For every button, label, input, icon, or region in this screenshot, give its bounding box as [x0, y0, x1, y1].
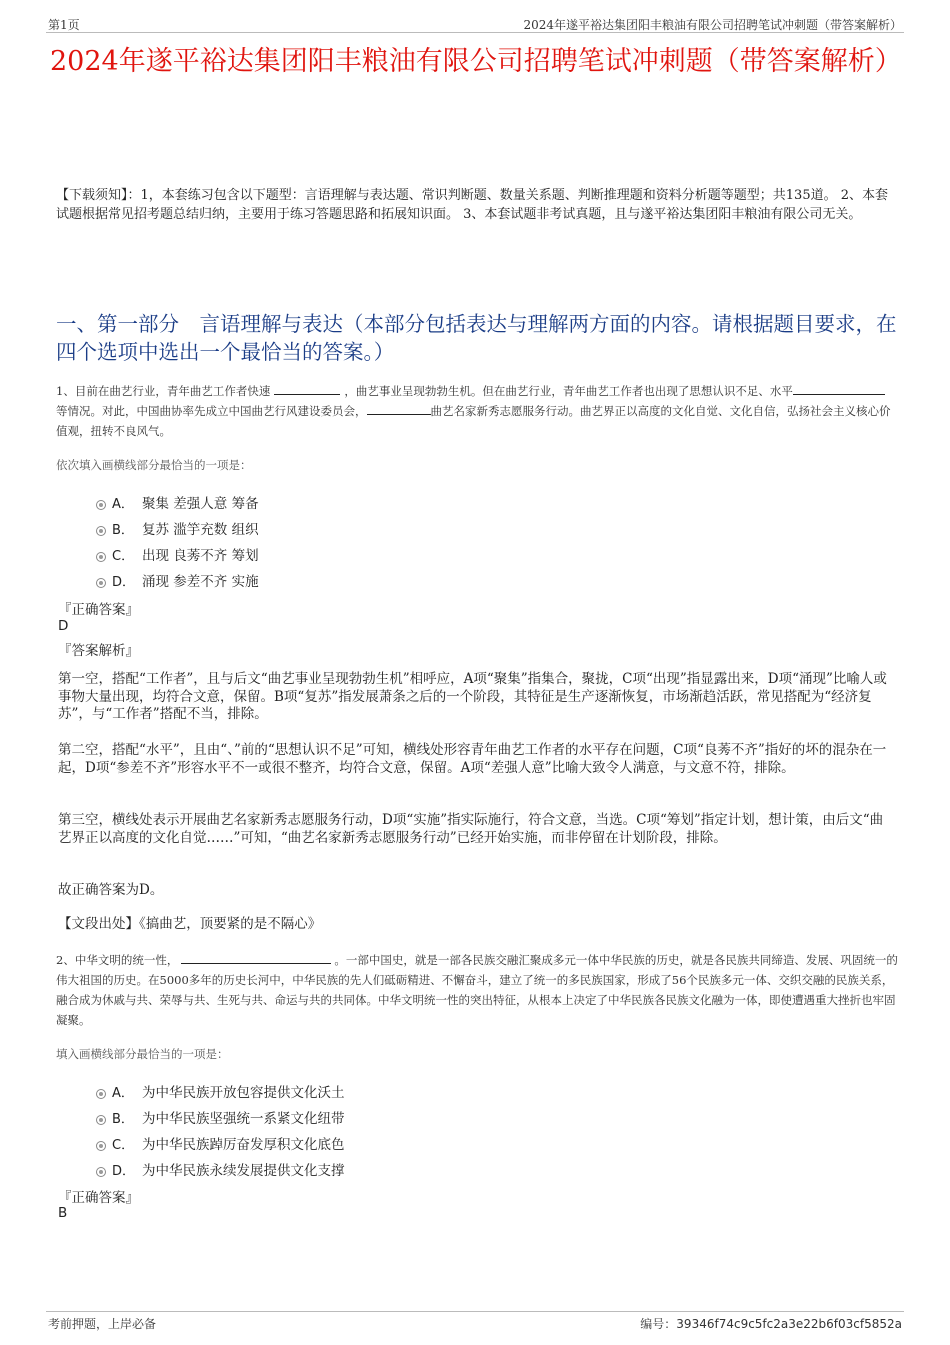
radio-icon[interactable] — [96, 1167, 106, 1177]
radio-icon[interactable] — [96, 500, 106, 510]
blank-1 — [181, 952, 331, 964]
page-number: 第1页 — [48, 18, 80, 32]
question-2-option-b[interactable]: B． 为中华民族坚强统一系紧文化纽带 — [96, 1107, 345, 1127]
radio-icon[interactable] — [96, 1141, 106, 1151]
question-1-prompt: 依次填入画横线部分最恰当的一项是： — [56, 458, 252, 472]
analysis-paragraph-2: 第二空，搭配“水平”，且由“、”前的“思想认识不足”可知，横线处形容青年曲艺工作者的水平存在问题，C项“良莠不齐”指好的坏的混杂在一起，D项“参差不齐”形容水平不一或很不整齐，均符合文意，保留。A项“差强人意”比喻大致令人满意，与文意不符，排除。 — [58, 742, 887, 776]
question-1-option-a[interactable]: A． 聚集 差强人意 筹备 — [96, 492, 259, 512]
page-header — [46, 14, 904, 33]
correct-answer-label: 『正确答案』 — [58, 1190, 139, 1206]
analysis-paragraph-1: 第一空，搭配“工作者”，且与后文“曲艺事业呈现勃勃生机”相呼应，A项“聚集”指集合，聚拢，C项“出现”指显露出来，D项“涌现”比喻人或事物大量出现，均符合文意，保留。B项“复苏”指发展萧条之后的一个阶段，其特征是生产逐渐恢复，市场渐趋活跃，常见搭配为“经济复苏”，与“工作者”搭配不当，排除。 — [58, 671, 887, 722]
source-note: 【文段出处】《搞曲艺，顶要紧的是不隔心》 — [58, 916, 322, 932]
download-notice: 【下载须知】：1，本套练习包含以下题型：言语理解与表达题、常识判断题、数量关系题、判断推理题和资料分析题等题型；共135道。 2、本套试题根据常见招考题总结归纳，主要用于练习答题思路和拓展知识面。 3、本套试题非考试真题，且与遂平裕达集团阳丰粮油有限公司无关。 — [56, 188, 888, 222]
blank-1 — [274, 383, 340, 395]
question-2-prompt: 填入画横线部分最恰当的一项是： — [56, 1047, 229, 1061]
blank-3 — [367, 403, 431, 415]
analysis-conclusion: 故正确答案为D。 — [58, 882, 164, 898]
question-1-option-b[interactable]: B． 复苏 滥竽充数 组织 — [96, 518, 259, 538]
question-2-option-a[interactable]: A． 为中华民族开放包容提供文化沃土 — [96, 1081, 345, 1101]
header-doc-title: 2024年遂平裕达集团阳丰粮油有限公司招聘笔试冲刺题（带答案解析） — [523, 18, 902, 32]
section-heading: 一、第一部分 言语理解与表达（本部分包括表达与理解两方面的内容。请根据题目要求，在四个选项中选出一个最恰当的答案。） — [56, 312, 897, 364]
question-2-option-d[interactable]: D． 为中华民族永续发展提供文化支撑 — [96, 1159, 345, 1179]
footer-slogan: 考前押题，上岸必备 — [48, 1317, 157, 1331]
radio-icon[interactable] — [96, 552, 106, 562]
radio-icon[interactable] — [96, 1115, 106, 1125]
document-title: 2024年遂平裕达集团阳丰粮油有限公司招聘笔试冲刺题（带答案解析） — [50, 46, 902, 77]
analysis-label: 『答案解析』 — [58, 643, 139, 659]
correct-answer-label: 『正确答案』 — [58, 602, 139, 618]
correct-answer: D — [58, 618, 69, 634]
question-2-option-c[interactable]: C． 为中华民族踔厉奋发厚积文化底色 — [96, 1133, 345, 1153]
correct-answer: B — [58, 1205, 68, 1221]
document-code: 编号：39346f74c9c5fc2a3e22b6f03cf5852a — [640, 1317, 902, 1331]
analysis-paragraph-3: 第三空，横线处表示开展曲艺名家新秀志愿服务行动，D项“实施”指实际施行，符合文意，当选。C项“筹划”指定计划，想计策，由后文“曲艺界正以高度的文化自觉……”可知，“曲艺名家新秀志愿服务行动”已经开始实施，而非停留在计划阶段，排除。 — [58, 812, 884, 846]
question-1-stem: 1、目前在曲艺行业，青年曲艺工作者快速 ，曲艺事业呈现勃勃生机。但在曲艺行业，青年曲艺工作者也出现了思想认识不足、水平等情况。对此，中国曲协率先成立中国曲艺行风建设委员会， 曲艺名家新秀志愿服务行动。曲艺界正以高度的文化自觉、文化自信，弘扬社会主义核心价值观，扭转不良风气。 — [56, 384, 891, 438]
question-2-stem: 2、中华文明的统一性， 。一部中国史，就是一部各民族交融汇聚成多元一体中华民族的历史，就是各民族共同缔造、发展、巩固统一的伟大祖国的历史。在5000多年的历史长河中，中华民族的先人们砥砺精进、不懈奋斗，建立了统一的多民族国家，形成了56个民族多元一体、交织交融的民族关系，融合成为休戚与共、荣辱与共、生死与共、命运与共的共同体。中华文明统一性的突出特征，从根本上决定了中华民族各民族文化融为一体，即使遭遇重大挫折也牢固凝聚。 — [56, 953, 898, 1027]
question-1-option-d[interactable]: D． 涌现 参差不齐 实施 — [96, 570, 259, 590]
radio-icon[interactable] — [96, 1089, 106, 1099]
radio-icon[interactable] — [96, 526, 106, 536]
question-1-option-c[interactable]: C． 出现 良莠不齐 筹划 — [96, 544, 259, 564]
blank-2 — [793, 383, 885, 395]
radio-icon[interactable] — [96, 578, 106, 588]
page-footer — [46, 1311, 904, 1332]
